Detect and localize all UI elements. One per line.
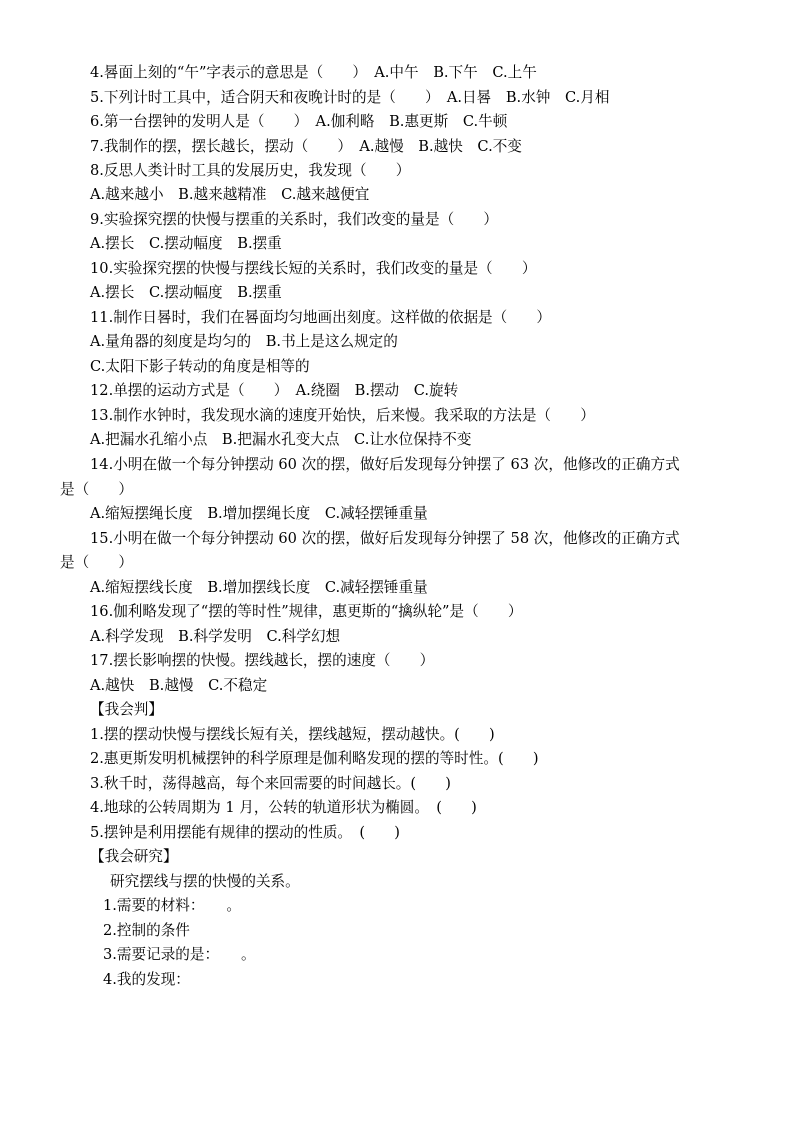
question-9-options: A.摆长 C.摆动幅度 B.摆重 xyxy=(90,235,282,252)
question-5: 5.下列计时工具中，适合阴天和夜晚计时的是（ ） A.日晷 B.水钟 C.月相 xyxy=(90,89,610,106)
judge-item-5: 5.摆钟是利用摆能有规律的摆动的性质。 ( ) xyxy=(90,824,400,841)
research-intro: 研究摆线与摆的快慢的关系。 xyxy=(110,873,300,890)
research-item-4: 4.我的发现： xyxy=(103,971,190,988)
research-item-2: 2.控制的条件 xyxy=(103,922,190,939)
question-13: 13.制作水钟时，我发现水滴的速度开始快，后来慢。我采取的方法是（ ） xyxy=(90,407,595,424)
question-11-options-a-b: A.量角器的刻度是均匀的 B.书上是这么规定的 xyxy=(90,333,398,350)
question-17-options: A.越快 B.越慢 C.不稳定 xyxy=(90,677,268,694)
question-14-continued: 是（ ） xyxy=(60,481,133,498)
question-8-options: A.越来越小 B.越来越精准 C.越来越便宜 xyxy=(90,186,370,203)
question-14: 14.小明在做一个每分钟摆动 60 次的摆，做好后发现每分钟摆了 63 次，他修改的正确方式 xyxy=(90,456,680,473)
question-6: 6.第一台摆钟的发明人是（ ） A.伽利略 B.惠更斯 C.牛顿 xyxy=(90,113,508,130)
judge-item-2: 2.惠更斯发明机械摆钟的科学原理是伽利略发现的摆的等时性。( ) xyxy=(90,750,539,767)
question-4: 4.晷面上刻的“午”字表示的意思是（ ） A.中午 B.下午 C.上午 xyxy=(90,64,537,81)
question-8: 8.反思人类计时工具的发展历史，我发现（ ） xyxy=(90,162,411,179)
judge-heading: 【我会判】 xyxy=(90,701,163,718)
question-16: 16.伽利略发现了“摆的等时性”规律，惠更斯的“擒纵轮”是（ ） xyxy=(90,603,523,620)
question-15-options: A.缩短摆线长度 B.增加摆线长度 C.减轻摆锤重量 xyxy=(90,579,428,596)
question-10: 10.实验探究摆的快慢与摆线长短的关系时，我们改变的量是（ ） xyxy=(90,260,537,277)
question-7: 7.我制作的摆，摆长越长，摆动（ ） A.越慢 B.越快 C.不变 xyxy=(90,138,522,155)
question-17: 17.摆长影响摆的快慢。摆线越长，摆的速度（ ） xyxy=(90,652,435,669)
judge-item-3: 3.秋千时，荡得越高，每个来回需要的时间越长。( ) xyxy=(90,775,451,792)
question-9: 9.实验探究摆的快慢与摆重的关系时，我们改变的量是（ ） xyxy=(90,211,498,228)
research-item-3: 3.需要记录的是： 。 xyxy=(103,946,256,963)
question-11: 11.制作日晷时，我们在晷面均匀地画出刻度。这样做的依据是（ ） xyxy=(90,309,552,326)
judge-item-4: 4.地球的公转周期为 1 月，公转的轨道形状为椭圆。 ( ) xyxy=(90,799,477,816)
research-heading: 【我会研究】 xyxy=(90,848,178,865)
question-13-options: A.把漏水孔缩小点 B.把漏水孔变大点 C.让水位保持不变 xyxy=(90,431,472,448)
research-item-1: 1.需要的材料： 。 xyxy=(103,897,241,914)
question-16-options: A.科学发现 B.科学发明 C.科学幻想 xyxy=(90,628,341,645)
question-12: 12.单摆的运动方式是（ ） A.绕圈 B.摆动 C.旋转 xyxy=(90,382,459,399)
question-15: 15.小明在做一个每分钟摆动 60 次的摆，做好后发现每分钟摆了 58 次，他修改的正确方式 xyxy=(90,530,680,547)
question-11-option-c: C.太阳下影子转动的角度是相等的 xyxy=(90,358,310,375)
question-15-continued: 是（ ） xyxy=(60,554,133,571)
question-10-options: A.摆长 C.摆动幅度 B.摆重 xyxy=(90,284,282,301)
question-14-options: A.缩短摆绳长度 B.增加摆绳长度 C.减轻摆锤重量 xyxy=(90,505,428,522)
judge-item-1: 1.摆的摆动快慢与摆线长短有关，摆线越短，摆动越快。( ) xyxy=(90,726,495,743)
